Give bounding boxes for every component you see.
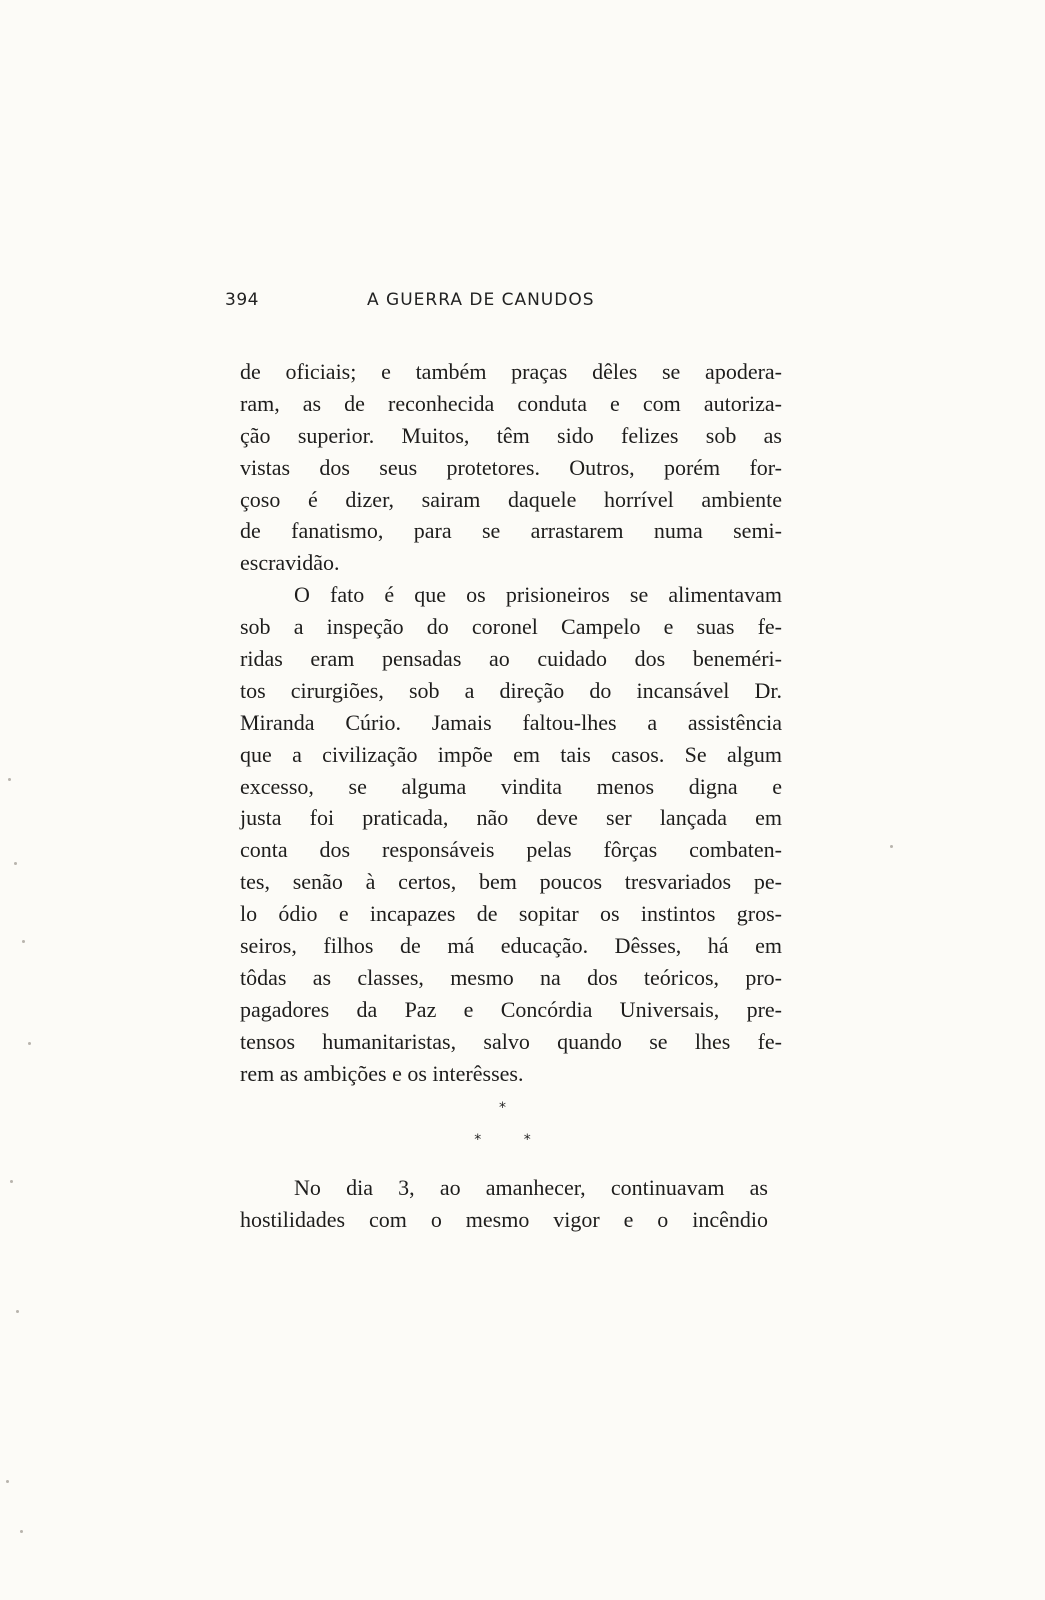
- text-line: seiros, filhos de má educação. Dêsses, há em: [240, 933, 782, 959]
- section-break-ornament-bottom: * *: [474, 1132, 531, 1148]
- text-line: çoso é dizer, sairam daquele horrível ambiente: [240, 486, 782, 512]
- scan-speck: [28, 1042, 31, 1045]
- paragraph-2: [240, 579, 782, 1089]
- scan-speck: [6, 1480, 9, 1483]
- scan-speck: [22, 940, 25, 943]
- text-line: de oficiais; e também praças dêles se apodera-: [240, 359, 782, 384]
- running-title: A GUERRA DE CANUDOS: [367, 290, 595, 310]
- text-line: que a civilização impõe em tais casos. Se algum: [240, 741, 782, 767]
- page-number: 394: [225, 290, 259, 310]
- text-line: lo ódio e incapazes de sopitar os instintos gros-: [240, 901, 782, 927]
- scan-speck: [8, 778, 11, 781]
- text-line: sob a inspeção do coronel Campelo e suas fe-: [240, 614, 782, 640]
- text-line: No dia 3, ao amanhecer, continuavam as: [294, 1175, 768, 1200]
- scan-speck: [14, 862, 17, 865]
- text-line: hostilidades com o mesmo vigor e o incêndio: [240, 1206, 768, 1232]
- paragraph-3: [240, 1172, 768, 1236]
- main-text: [240, 356, 782, 1089]
- text-line: ção superior. Muitos, têm sido felizes sob as: [240, 422, 782, 448]
- text-line: justa foi praticada, não deve ser lançada em: [240, 805, 782, 831]
- text-line: tôdas as classes, mesmo na dos teóricos, pro-: [240, 964, 782, 990]
- text-line: conta dos responsáveis pelas fôrças combaten-: [240, 837, 782, 863]
- text-line: excesso, se alguma vindita menos digna e: [240, 773, 782, 799]
- text-line: Miranda Cúrio. Jamais faltou-lhes a assistência: [240, 709, 782, 735]
- text-line: rem as ambições e os interêsses.: [240, 1060, 524, 1086]
- scan-speck: [10, 1180, 13, 1183]
- section-break-ornament-top: *: [499, 1100, 506, 1116]
- text-line: de fanatismo, para se arrastarem numa semi-: [240, 518, 782, 544]
- text-line: escravidão.: [240, 550, 340, 576]
- text-line: tensos humanitaristas, salvo quando se lhes fe-: [240, 1028, 782, 1054]
- text-line: tos cirurgiões, sob a direção do incansável Dr.: [240, 677, 782, 703]
- paragraph-1: [240, 356, 782, 579]
- text-line: O fato é que os prisioneiros se alimentavam: [294, 582, 782, 608]
- text-line: tes, senão à certos, bem poucos tresvariados pe-: [240, 869, 782, 895]
- text-line: pagadores da Paz e Concórdia Universais, pre-: [240, 996, 782, 1022]
- scan-speck: [890, 845, 893, 848]
- scan-speck: [20, 1530, 23, 1533]
- scan-speck: [16, 1310, 19, 1313]
- text-line: ram, as de reconhecida conduta e com autoriza-: [240, 390, 782, 416]
- text-line: vistas dos seus protetores. Outros, porém for-: [240, 454, 782, 480]
- text-line: ridas eram pensadas ao cuidado dos beneméri-: [240, 646, 782, 672]
